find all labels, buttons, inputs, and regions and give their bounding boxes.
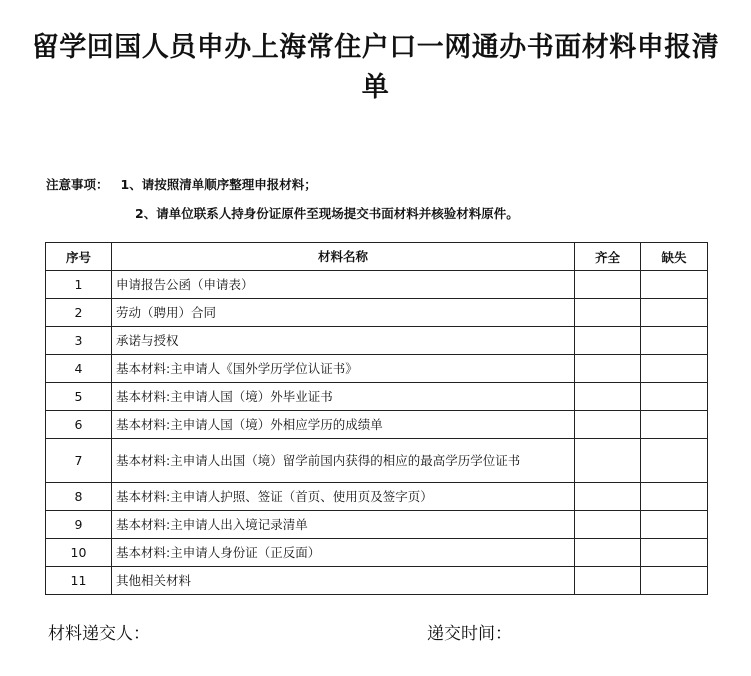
row-no: 1	[46, 271, 112, 299]
row-name: 劳动（聘用）合同	[112, 299, 575, 327]
missing-cell	[641, 439, 708, 483]
missing-cell	[641, 383, 708, 411]
document-title: 留学回国人员申办上海常住户口一网通办书面材料申报清单	[31, 32, 720, 103]
missing-cell	[641, 327, 708, 355]
table-row	[46, 483, 708, 511]
missing-cell	[641, 299, 708, 327]
row-name: 申请报告公函（申请表）	[112, 271, 575, 299]
note-item-1: 1、请按照清单顺序整理申报材料；	[120, 177, 317, 192]
complete-cell	[575, 383, 641, 411]
complete-cell	[575, 483, 641, 511]
missing-cell	[641, 567, 708, 595]
row-name: 基本材料:主申请人出国（境）留学前国内获得的相应的最高学历学位证书	[112, 439, 575, 483]
row-name: 承诺与授权	[112, 327, 575, 355]
materials-table	[45, 242, 708, 595]
complete-cell	[575, 299, 641, 327]
row-no: 8	[46, 483, 112, 511]
complete-cell	[575, 567, 641, 595]
table-row	[46, 271, 708, 299]
row-name: 基本材料:主申请人《国外学历学位认证书》	[112, 355, 575, 383]
table-row	[46, 355, 708, 383]
table-header-row	[46, 243, 708, 271]
row-no: 5	[46, 383, 112, 411]
complete-cell	[575, 271, 641, 299]
header-name: 材料名称	[112, 243, 575, 271]
missing-cell	[641, 483, 708, 511]
missing-cell	[641, 539, 708, 567]
row-no: 10	[46, 539, 112, 567]
row-no: 2	[46, 299, 112, 327]
row-no: 11	[46, 567, 112, 595]
complete-cell	[575, 355, 641, 383]
table-row	[46, 511, 708, 539]
row-no: 4	[46, 355, 112, 383]
complete-cell	[575, 439, 641, 483]
submit-time-label: 递交时间：	[427, 624, 512, 644]
missing-cell	[641, 271, 708, 299]
submitter-label: 材料递交人：	[48, 624, 150, 644]
missing-cell	[641, 511, 708, 539]
row-name: 基本材料:主申请人国（境）外相应学历的成绩单	[112, 411, 575, 439]
row-name: 其他相关材料	[112, 567, 575, 595]
row-no: 6	[46, 411, 112, 439]
missing-cell	[641, 411, 708, 439]
row-name: 基本材料:主申请人国（境）外毕业证书	[112, 383, 575, 411]
header-complete: 齐全	[575, 243, 641, 271]
complete-cell	[575, 327, 641, 355]
notes-label: 注意事项：	[46, 177, 109, 192]
row-name: 基本材料:主申请人护照、签证（首页、使用页及签字页）	[112, 483, 575, 511]
table-row	[46, 299, 708, 327]
row-no: 9	[46, 511, 112, 539]
table-row	[46, 567, 708, 595]
table-row	[46, 539, 708, 567]
table-row	[46, 439, 708, 483]
row-no: 7	[46, 439, 112, 483]
table-row	[46, 327, 708, 355]
complete-cell	[575, 411, 641, 439]
row-name: 基本材料:主申请人出入境记录清单	[112, 511, 575, 539]
header-missing: 缺失	[641, 243, 708, 271]
row-name: 基本材料:主申请人身份证（正反面）	[112, 539, 575, 567]
note-item-2: 2、请单位联系人持身份证原件至现场提交书面材料并核验材料原件。	[135, 206, 519, 221]
row-no: 3	[46, 327, 112, 355]
header-no: 序号	[46, 243, 112, 271]
table-row	[46, 411, 708, 439]
complete-cell	[575, 539, 641, 567]
table-row	[46, 383, 708, 411]
notes-line-1	[46, 175, 317, 193]
missing-cell	[641, 355, 708, 383]
complete-cell	[575, 511, 641, 539]
